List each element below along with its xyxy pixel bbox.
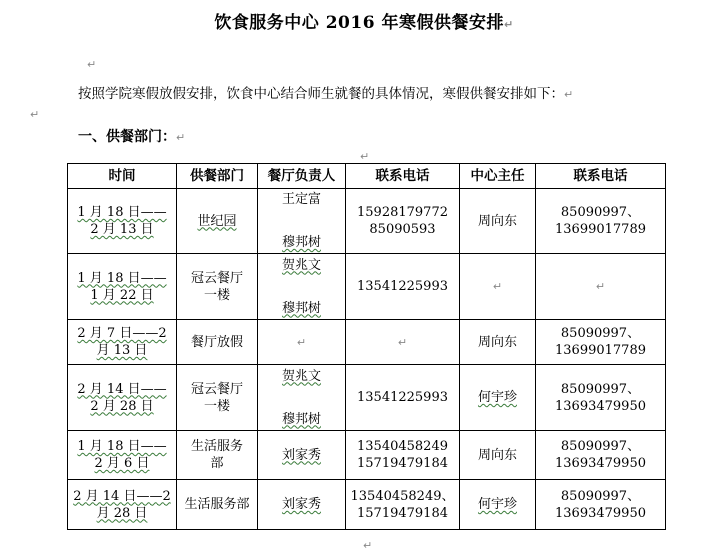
paragraph-mark-icon: ↵	[564, 88, 574, 101]
cell-manager: 贺兆文	[281, 368, 321, 384]
table-row	[68, 254, 666, 320]
cell-director: 周向东	[477, 334, 517, 350]
cell-dept: 世纪园	[197, 213, 237, 229]
cell-director-phone: 85090997、 13699017789	[555, 205, 646, 237]
cell-time: 2 月 7 日——2 月 13 日	[77, 326, 167, 358]
cell-manager: 刘家秀	[281, 447, 321, 463]
table-row	[68, 365, 666, 431]
header-director: 中心主任	[460, 164, 536, 189]
cell-manager: 穆邦树	[281, 235, 321, 250]
paragraph-mark-icon: ↵	[176, 131, 186, 144]
table-row	[68, 480, 666, 530]
cell-phone: 13540458249、 15719479184	[350, 488, 455, 521]
cell-time: 2 月 14 日——2 月 28 日	[73, 488, 171, 521]
cell-dept: 生活服务部	[184, 497, 250, 512]
intro-paragraph	[78, 82, 573, 102]
cell-director: 何宇珍	[477, 497, 517, 512]
paragraph-mark-icon: ↵	[363, 539, 373, 552]
table-row	[68, 189, 666, 254]
cell-manager: 穆邦树	[281, 300, 321, 316]
paragraph-mark-icon: ↵	[503, 18, 514, 31]
intro-text: 按照学院寒假放假安排，饮食中心结合师生就餐的具体情况，寒假供餐安排如下：	[78, 86, 564, 102]
cell-phone: 13541225993	[357, 279, 448, 294]
cell-dept: 冠云餐厅 一楼	[190, 381, 243, 414]
cell-dept: 生活服务 部	[190, 439, 243, 471]
cell-phone: 13540458249 15719479184	[357, 439, 448, 471]
cell-manager: 王定富	[281, 192, 321, 207]
cell-manager: 穆邦树	[281, 411, 321, 427]
cell-time: 1 月 18 日—— 2 月 13 日	[77, 205, 167, 237]
cell-director: 周向东	[477, 447, 517, 463]
document-title-text: 饮食服务中心 2016 年寒假供餐安排	[214, 13, 504, 33]
empty-cell-mark: ↵	[595, 280, 606, 293]
cell-phone: 13541225993	[357, 390, 448, 405]
header-time: 时间	[68, 164, 177, 189]
table-row	[68, 320, 666, 365]
cell-dept: 冠云餐厅 一楼	[190, 270, 243, 303]
header-manager: 餐厅负责人	[258, 164, 346, 189]
cell-director-phone: 85090997、 13693479950	[555, 381, 646, 414]
cell-director: 周向东	[477, 213, 517, 229]
section-heading	[78, 126, 185, 146]
cell-time: 1 月 18 日—— 1 月 22 日	[77, 270, 167, 303]
cell-manager: 刘家秀	[281, 497, 321, 512]
cell-dept: 餐厅放假	[190, 334, 243, 350]
header-dept: 供餐部门	[177, 164, 258, 189]
cell-director-phone: 85090997、 13699017789	[555, 326, 646, 358]
cell-time: 1 月 18 日—— 2 月 6 日	[77, 439, 167, 471]
cell-time: 2 月 14 日—— 2 月 28 日	[77, 381, 167, 414]
paragraph-mark-icon: ↵	[360, 150, 370, 163]
paragraph-mark-icon: ↵	[87, 58, 97, 71]
header-phone: 联系电话	[346, 164, 460, 189]
paragraph-mark-icon: ↵	[30, 108, 40, 121]
table-header-row	[68, 164, 666, 189]
document-title	[0, 8, 728, 33]
cell-director-phone: 85090997、 13693479950	[555, 439, 646, 471]
cell-phone: 15928179772 85090593	[357, 205, 448, 237]
empty-cell-mark: ↵	[397, 335, 408, 349]
section-heading-text: 一、供餐部门：	[78, 129, 176, 145]
cell-director: 何宇珍	[477, 390, 517, 405]
table-row	[68, 431, 666, 480]
empty-cell-mark: ↵	[492, 280, 503, 293]
cell-manager: 贺兆文	[281, 257, 321, 273]
empty-cell-mark: ↵	[296, 335, 307, 349]
catering-schedule-table	[67, 163, 666, 530]
cell-director-phone: 85090997、 13693479950	[555, 488, 646, 521]
header-director-phone: 联系电话	[536, 164, 666, 189]
